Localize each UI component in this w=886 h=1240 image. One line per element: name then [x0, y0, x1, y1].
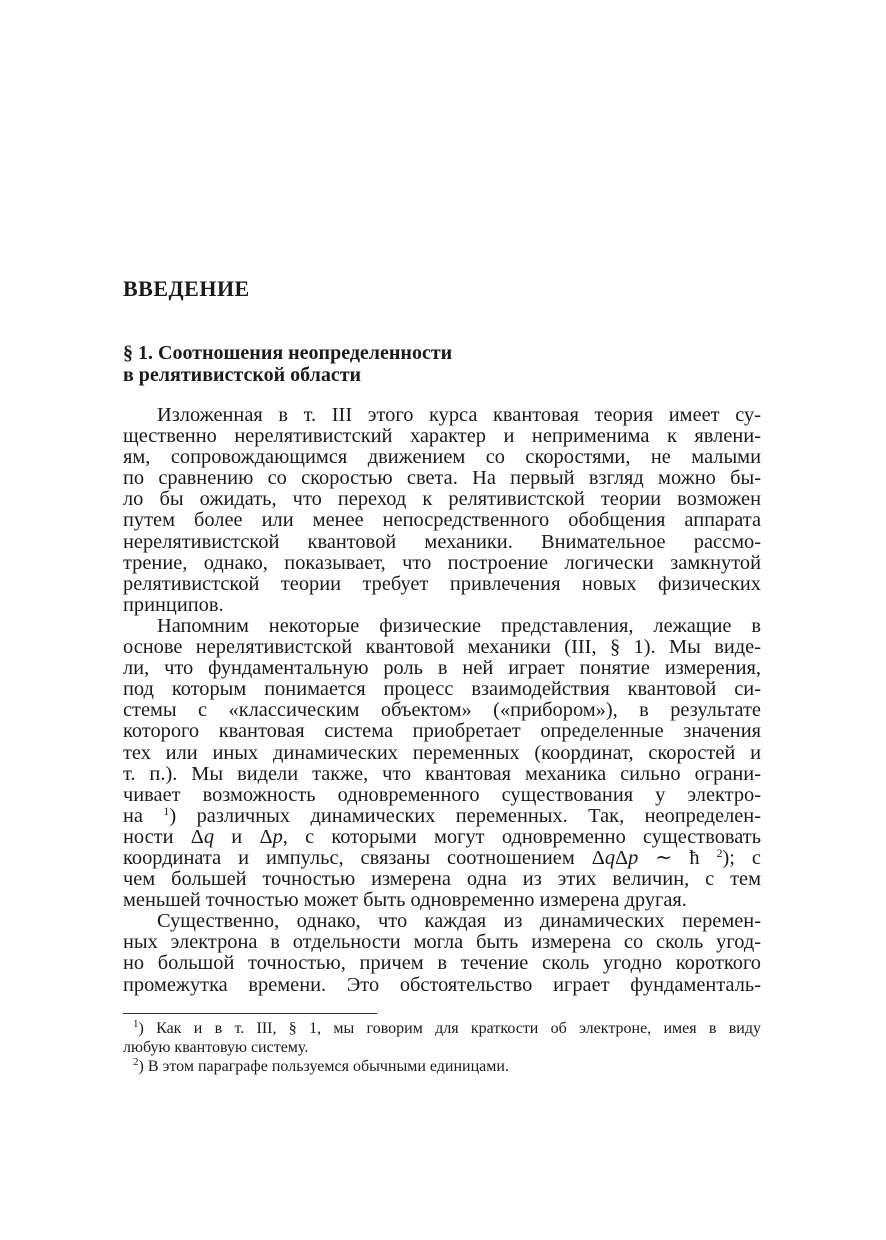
text-fragment: ); с	[722, 846, 761, 869]
text-line: основе нерелятивистской квантовой механики (III, § 1). Мы виде-	[123, 636, 761, 659]
text-fragment: Δ	[615, 846, 629, 869]
text-line: под которым понимается процесс взаимодействия квантовой си-	[123, 678, 761, 701]
text-fragment: ности Δ	[123, 825, 204, 848]
footnote-text: ) Как и в т. III, § 1, мы говорим для краткости об электроне, имея в виду	[138, 1020, 761, 1037]
footnote-2	[123, 1057, 761, 1076]
text-line: промежутка времени. Это обстоятельство играет фундаменталь-	[123, 973, 761, 996]
text-fragment: , с которыми могут одновременно существовать	[282, 825, 761, 848]
section-title	[123, 342, 763, 386]
text-line: т. п.). Мы видели также, что квантовая механика сильно ограни-	[123, 762, 761, 785]
text-line: принципов.	[123, 593, 224, 616]
footnotes	[123, 1019, 761, 1076]
text-line: ло бы ожидать, что переход к релятивистской теории возможен	[123, 488, 761, 511]
math-var-p: p	[272, 825, 283, 848]
footnote-ref-2: 2	[716, 845, 723, 860]
text-fragment: координата и импульс, связаны соотношением Δ	[123, 846, 605, 869]
text-line: Существенно, однако, что каждая из динамических перемен-	[157, 910, 761, 933]
text-line: путем более или менее непосредственного обобщения аппарата	[123, 509, 761, 532]
text-line: меньшей точностью может быть одновременно измерена другая.	[123, 889, 687, 912]
text-line	[123, 845, 761, 869]
text-line: стемы с «классическим объектом» («прибором»), в результате	[123, 699, 761, 722]
math-var-q: q	[604, 846, 616, 869]
text-line	[123, 803, 761, 827]
footnote-divider	[123, 1013, 377, 1014]
chapter-title: ВВЕДЕНИЕ	[123, 276, 250, 301]
footnote-marker-2: 2	[133, 1056, 139, 1068]
footnote-ref-1: 1	[163, 803, 170, 818]
text-line: тех или иных динамических переменных (координат, скоростей и	[123, 741, 761, 764]
text-line: трение, однако, показывает, что построение логически замкнутой	[123, 551, 761, 574]
text-fragment: и Δ	[214, 825, 273, 848]
footnote-text: ) В этом параграфе пользуемся обычными единицами.	[138, 1058, 509, 1075]
math-var-p: p	[628, 846, 639, 869]
text-line: ям, сопровождающимся движением со скоростями, не малыми	[123, 446, 761, 469]
text-line: но большой точностью, причем в течение сколь угодно короткого	[123, 952, 761, 975]
text-line: которого квантовая система приобретает определенные значения	[123, 720, 761, 743]
text-line: Изложенная в т. III этого курса квантовая теория имеет су-	[157, 404, 761, 426]
text-line: чивает возможность одновременного существования у электро-	[123, 783, 761, 806]
text-line: по сравнению со скоростью света. На первый взгляд можно бы-	[123, 467, 761, 490]
footnote-1-continued: любую квантовую систему.	[123, 1039, 309, 1056]
footnote-marker-1: 1	[133, 1018, 139, 1030]
text-fragment: на	[123, 804, 143, 827]
text-line: нерелятивистской квантовой механики. Внимательное рассмо-	[123, 530, 761, 553]
text-line: ли, что фундаментальную роль в ней играет понятие измерения,	[123, 657, 761, 680]
text-line: щественно нерелятивистский характер и неприменима к явлени-	[123, 425, 761, 448]
math-var-q: q	[203, 825, 215, 848]
section-title-line-1: § 1. Соотношения неопределенности	[123, 342, 453, 364]
body-text	[123, 405, 761, 996]
text-line: релятивистской теории требует привлечения новых физических	[123, 572, 761, 595]
footnote-1	[123, 1019, 761, 1038]
text-line	[123, 827, 761, 848]
text-line: Напомним некоторые физические представления, лежащие в	[157, 614, 761, 637]
uncertainty-relation: ∼ ħ	[638, 846, 700, 869]
text-line: ных электрона в отдельности могла быть измерена со сколь угод-	[123, 931, 761, 954]
text-line: чем большей точностью измерена одна из этих величин, с тем	[123, 868, 761, 891]
section-title-line-2: в релятивистской области	[123, 364, 362, 386]
text-fragment: ) различных динамических переменных. Так, неопределен-	[169, 804, 761, 827]
